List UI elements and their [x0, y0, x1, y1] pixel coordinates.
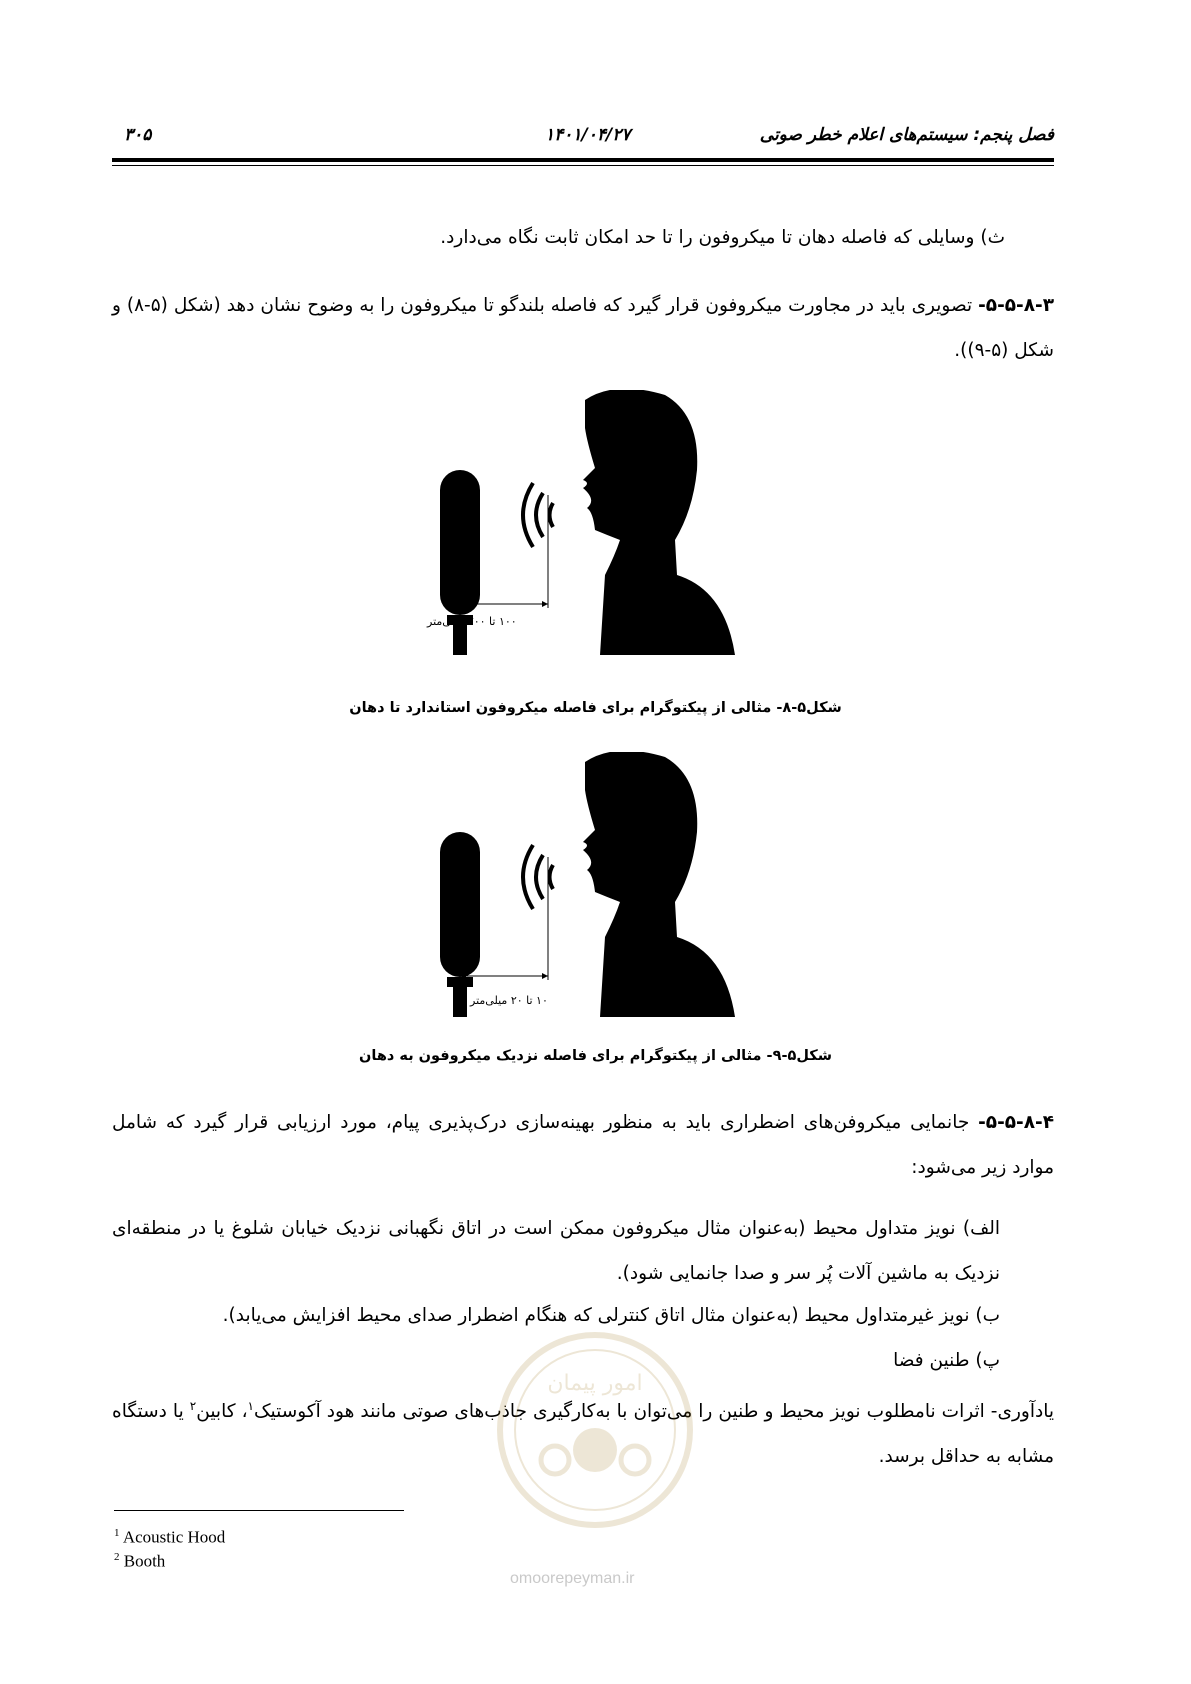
figure-5-8: [425, 390, 755, 655]
section-5-5-8-4: ۵-۵-۸-۴- جانمایی میکروفن‌های اضطراری باید به منظور بهینه‌سازی درک‌پذیری پیام، مورد ارزیابی قرار گیرد که شامل موارد زیر می‌شود:: [112, 1112, 1054, 1178]
dimension-label: ۱۰ تا ۲۰ میلی‌متر: [470, 994, 548, 1007]
item-be: ب) نویز غیرمتداول محیط (به‌عنوان مثال اتاق کنترلی که هنگام اضطرار صدای محیط افزایش می‌یابد).: [222, 1305, 1000, 1326]
footnote: $^1$ Acoustic Hood: [114, 1527, 226, 1547]
footnote-ref: ۱: [247, 1399, 254, 1413]
header-rule-thick: [112, 158, 1054, 162]
figure-5-9: [425, 752, 755, 1022]
figure-caption: شکل۵-۹- مثالی از پیکتوگرام برای فاصله نزدیک میکروفون به دهان: [359, 1048, 832, 1064]
item-pe: پ) طنین فضا: [893, 1350, 1000, 1371]
section-number: ۵-۵-۸-۴-: [978, 1112, 1054, 1133]
item-alef: الف) نویز متداول محیط (به‌عنوان مثال میکروفون ممکن است در اتاق نگهبانی نزدیک خیابان شلوغ یا در منطقه‌ای نزدیک به ماشین آلات پُر سر و صدا جانمایی شود).: [112, 1218, 1000, 1284]
watermark-logo: [495, 1330, 695, 1534]
note-paragraph: یادآوری- اثرات نامطلوب نویز محیط و طنین را می‌توان با به‌کارگیری جاذب‌های صوتی مانند هود آکوستیک$^۱$، کابین$^۲$ یا دستگاه مشابه به حداقل برسد.: [112, 1399, 1054, 1468]
pictogram-close-distance: [425, 752, 755, 1022]
figure-caption: شکل۵-۸- مثالی از پیکتوگرام برای فاصله میکروفون استاندارد تا دهان: [349, 700, 842, 716]
item-tha: ث) وسایلی که فاصله دهان تا میکروفون را تا حد امکان ثابت نگاه می‌دارد.: [440, 227, 1005, 248]
footnote-ref: ۲: [189, 1399, 197, 1413]
footnote-rule: [114, 1510, 404, 1511]
section-5-5-8-3: ۵-۵-۸-۳- تصویری باید در مجاورت میکروفون قرار گیرد که فاصله بلندگو تا میکروفون را به وضوح نشان دهد (شکل (۵-۸) و شکل (۵-۹)).: [112, 295, 1054, 361]
watermark-url: omoorepeyman.ir: [510, 1570, 635, 1587]
page-number: ۳۰۵: [124, 125, 152, 145]
header-date: ۱۴۰۱/۰۴/۲۷: [545, 125, 631, 145]
chapter-title: فصل پنجم: سیستم‌های اعلام خطر صوتی: [759, 125, 1054, 145]
footnote: $^2$ Booth: [114, 1551, 166, 1571]
dimension-label: ۱۰۰ تا ۲۰۰ میلی‌متر: [427, 615, 517, 628]
header-rule-thin: [112, 165, 1054, 166]
section-number: ۵-۵-۸-۳-: [978, 295, 1054, 316]
watermark-text: امور پیمان: [547, 1371, 643, 1396]
